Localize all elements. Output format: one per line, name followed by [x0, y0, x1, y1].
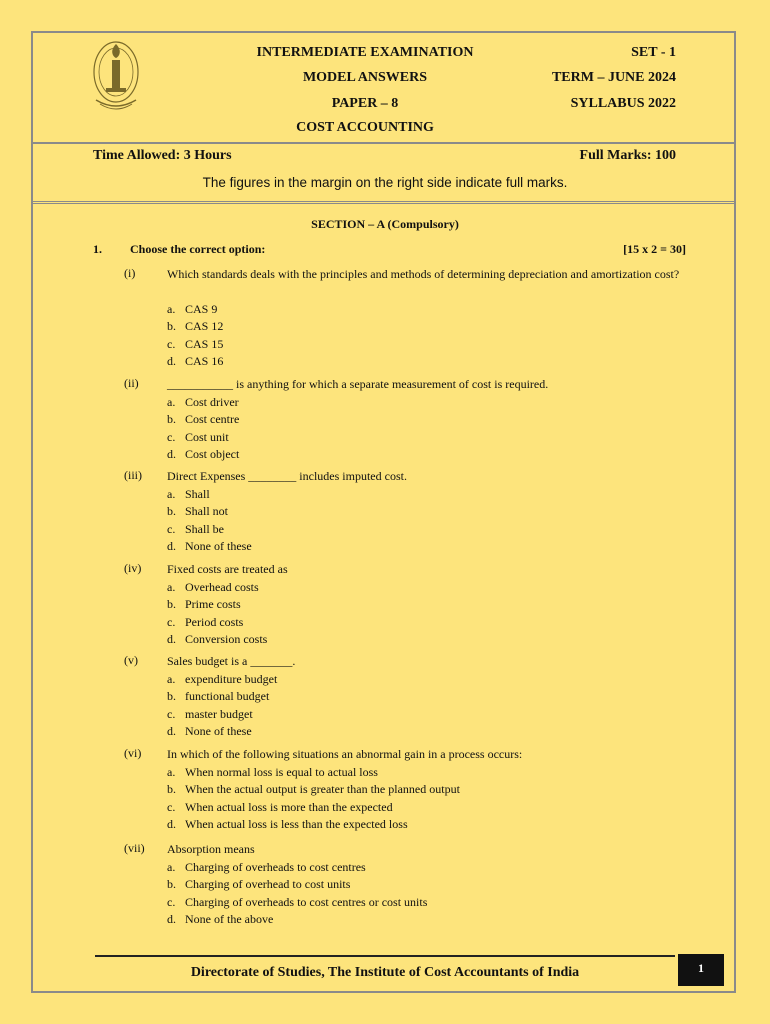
sub-question-text: Which standards deals with the principles and methods of determining depreciation and amortization cost? — [167, 267, 680, 281]
option-list — [167, 764, 460, 834]
option-text: None of these — [185, 724, 252, 738]
option-text: functional budget — [185, 689, 270, 703]
option-letter: b. — [167, 319, 176, 333]
subject-title: COST ACCOUNTING — [296, 120, 434, 135]
option-item — [167, 671, 277, 689]
option-text: Prime costs — [185, 597, 241, 611]
option-text: When actual loss is more than the expected — [185, 799, 393, 814]
option-text: CAS 16 — [185, 354, 224, 368]
exam-title: INTERMEDIATE EXAMINATION — [256, 45, 474, 60]
syllabus-label: SYLLABUS 2022 — [570, 96, 676, 111]
option-letter: a. — [167, 394, 176, 409]
option-item — [167, 446, 239, 464]
option-item — [167, 706, 277, 724]
option-item — [167, 486, 252, 504]
option-letter: b. — [167, 689, 176, 703]
option-text: Shall not — [185, 504, 229, 518]
sub-question-text: Fixed costs are treated as — [167, 562, 288, 576]
option-text: Conversion costs — [185, 632, 268, 646]
option-text: When the actual output is greater than the planned output — [185, 782, 460, 796]
option-text: master budget — [185, 706, 253, 721]
option-item — [167, 614, 267, 632]
option-item — [167, 876, 427, 894]
full-marks: Full Marks: 100 — [579, 148, 676, 163]
option-letter: d. — [167, 354, 176, 368]
option-letter: c. — [167, 706, 176, 721]
option-item — [167, 688, 277, 706]
option-letter: b. — [167, 597, 176, 611]
sub-question-number: (ii) — [124, 376, 139, 390]
option-item — [167, 429, 239, 447]
section-title: SECTION – A (Compulsory) — [311, 217, 459, 231]
option-item — [167, 781, 460, 799]
marks-note: The figures in the margin on the right side indicate full marks. — [202, 175, 568, 190]
option-text: None of these — [185, 539, 252, 553]
option-letter: b. — [167, 412, 176, 426]
option-item — [167, 799, 460, 817]
option-letter: a. — [167, 859, 176, 874]
option-text: Charging of overhead to cost units — [185, 877, 351, 891]
question-prompt: Choose the correct option: — [130, 242, 266, 256]
option-letter: a. — [167, 486, 176, 501]
sub-question-text: Absorption means — [167, 842, 255, 856]
option-list — [167, 301, 223, 371]
paper-label: PAPER – 8 — [331, 96, 399, 111]
option-list — [167, 859, 427, 929]
option-text: When normal loss is equal to actual loss — [185, 764, 378, 779]
option-letter: d. — [167, 912, 176, 926]
sub-question-number: (vii) — [124, 841, 145, 855]
sub-question-number: (iii) — [124, 468, 142, 482]
option-text: When actual loss is less than the expected loss — [185, 817, 408, 831]
option-letter: a. — [167, 579, 176, 594]
option-item — [167, 579, 267, 597]
option-letter: b. — [167, 504, 176, 518]
option-item — [167, 301, 223, 319]
option-item — [167, 411, 239, 429]
sub-question-text: Direct Expenses ________ includes imputed cost. — [167, 469, 407, 483]
option-text: Period costs — [185, 614, 244, 629]
option-text: Cost driver — [185, 394, 239, 409]
option-item — [167, 353, 223, 371]
sub-question-text: Sales budget is a _______. — [167, 654, 296, 668]
option-letter: c. — [167, 894, 176, 909]
option-text: Cost centre — [185, 412, 240, 426]
option-item — [167, 503, 252, 521]
option-item — [167, 596, 267, 614]
option-letter: d. — [167, 724, 176, 738]
option-text: Shall — [185, 486, 210, 501]
option-item — [167, 859, 427, 877]
option-letter: c. — [167, 521, 176, 536]
option-item — [167, 538, 252, 556]
option-list — [167, 579, 267, 649]
option-letter: b. — [167, 782, 176, 796]
option-letter: d. — [167, 447, 176, 461]
option-text: None of the above — [185, 912, 274, 926]
option-item — [167, 764, 460, 782]
sub-question-number: (vi) — [124, 746, 142, 760]
institute-logo — [90, 38, 142, 114]
option-item — [167, 394, 239, 412]
option-text: CAS 12 — [185, 319, 224, 333]
option-text: Shall be — [185, 521, 224, 536]
option-text: Overhead costs — [185, 579, 259, 594]
sub-question-number: (iv) — [124, 561, 142, 575]
option-item — [167, 521, 252, 539]
option-letter: a. — [167, 301, 176, 316]
option-letter: a. — [167, 671, 176, 686]
option-list — [167, 486, 252, 556]
question-marks: [15 x 2 = 30] — [623, 242, 686, 256]
option-list — [167, 394, 239, 464]
term-label: TERM – JUNE 2024 — [551, 70, 676, 85]
option-text: Cost object — [185, 447, 240, 461]
option-letter: d. — [167, 539, 176, 553]
sub-question-text: ___________ is anything for which a separate measurement of cost is required. — [167, 377, 549, 391]
model-answers-label: MODEL ANSWERS — [302, 70, 428, 85]
option-item — [167, 894, 427, 912]
option-text: expenditure budget — [185, 671, 278, 686]
option-item — [167, 911, 427, 929]
sub-question-number: (i) — [124, 266, 136, 280]
option-list — [167, 671, 277, 741]
option-letter: c. — [167, 614, 176, 629]
footer-divider — [95, 955, 675, 957]
time-allowed: Time Allowed: 3 Hours — [93, 148, 232, 163]
option-letter: d. — [167, 817, 176, 831]
option-text: CAS 9 — [185, 301, 218, 316]
sub-question-text: In which of the following situations an abnormal gain in a process occurs: — [167, 747, 523, 761]
page-number: 1 — [678, 954, 724, 986]
option-text: Charging of overheads to cost centres or cost units — [185, 894, 428, 909]
option-item — [167, 723, 277, 741]
footer-text: Directorate of Studies, The Institute of Cost Accountants of India — [190, 965, 580, 980]
option-item — [167, 816, 460, 834]
option-item — [167, 318, 223, 336]
option-item — [167, 336, 223, 354]
sub-question-number: (v) — [124, 653, 138, 667]
option-text: CAS 15 — [185, 336, 224, 351]
option-text: Cost unit — [185, 429, 229, 444]
option-letter: c. — [167, 799, 176, 814]
option-letter: c. — [167, 336, 176, 351]
option-letter: a. — [167, 764, 176, 779]
question-number: 1. — [93, 242, 102, 256]
option-item — [167, 631, 267, 649]
option-letter: c. — [167, 429, 176, 444]
set-label: SET - 1 — [631, 45, 676, 60]
option-letter: b. — [167, 877, 176, 891]
option-letter: d. — [167, 632, 176, 646]
option-text: Charging of overheads to cost centres — [185, 859, 366, 874]
